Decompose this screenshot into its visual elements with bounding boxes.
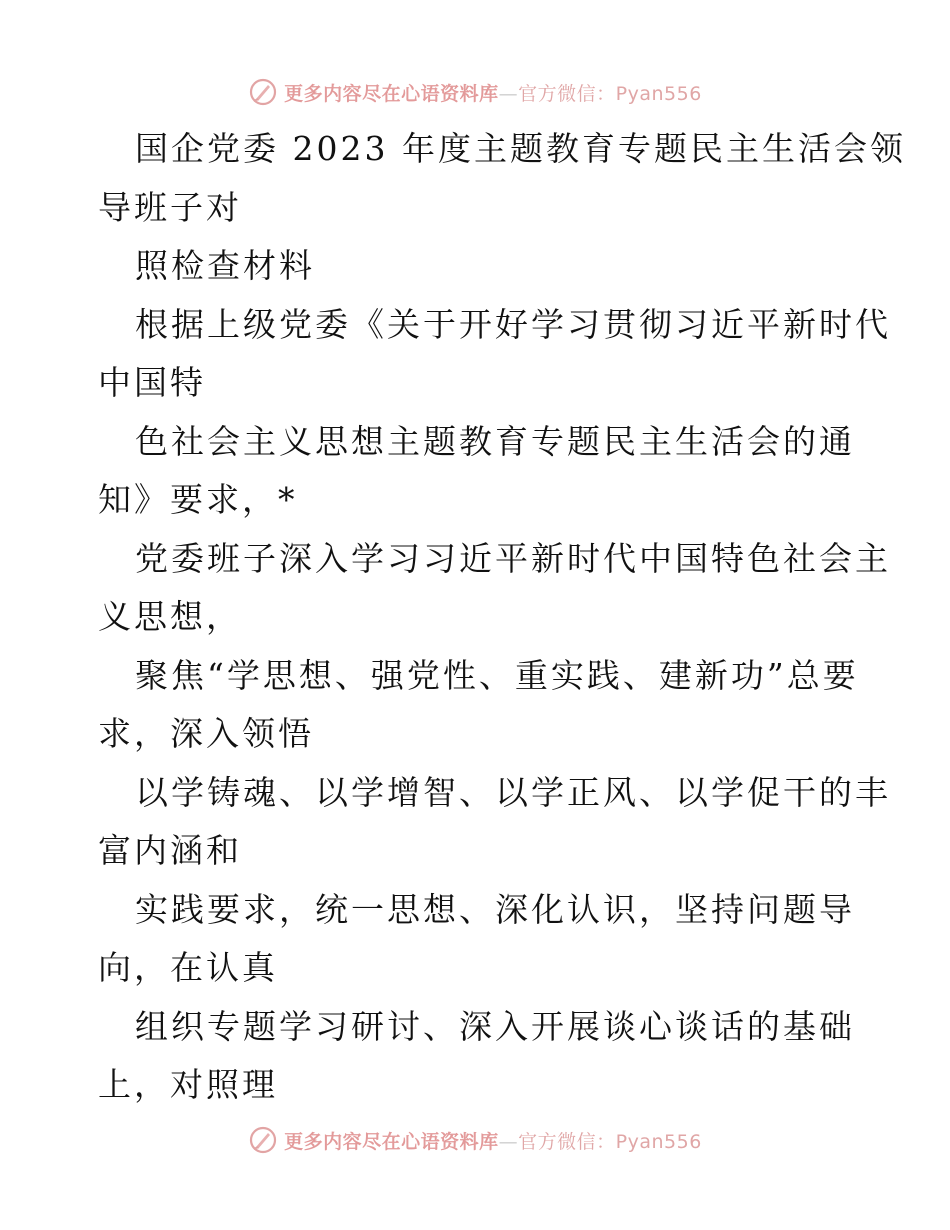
doc-line: 富内涵和 (98, 831, 242, 870)
doc-line: 知》要求，* (98, 480, 298, 519)
watermark-footer (0, 1120, 950, 1160)
watermark-brand: 更多内容尽在心语资料库 (284, 1130, 499, 1153)
watermark-separator: — (498, 1130, 519, 1153)
quill-logo-icon (248, 1125, 278, 1155)
doc-line: 国企党委 2023 年度主题教育专题民主生活会领 (135, 129, 906, 168)
watermark-text (284, 1127, 702, 1154)
doc-line: 党委班子深入学习习近平新时代中国特色社会主 (135, 538, 891, 578)
doc-line: 求，深入领悟 (98, 714, 314, 753)
doc-line: 色社会主义思想主题教育专题民主生活会的通 (135, 421, 855, 461)
doc-line: 组织专题学习研讨、深入开展谈心谈话的基础 (135, 1006, 855, 1046)
doc-line: 上，对照理 (98, 1065, 278, 1104)
doc-line: 照检查材料 (135, 246, 315, 285)
document-body (98, 120, 906, 1115)
doc-line: 以学铸魂、以学增智、以学正风、以学促干的丰 (135, 772, 891, 812)
doc-line: 根据上级党委《关于开好学习贯彻习近平新时代 (135, 304, 891, 344)
doc-line: 聚焦“学思想、强党性、重实践、建新功”总要 (135, 655, 859, 695)
watermark-brand: 更多内容尽在心语资料库 (284, 82, 499, 105)
watermark-header (0, 72, 950, 112)
watermark-text (284, 79, 702, 106)
doc-line: 义思想， (98, 597, 242, 636)
watermark-account: 官方微信：Pyan556 (518, 82, 702, 105)
doc-line: 向，在认真 (98, 948, 278, 987)
watermark-account: 官方微信：Pyan556 (518, 1130, 702, 1153)
doc-line: 导班子对 (98, 187, 242, 227)
doc-line: 中国特 (98, 363, 206, 402)
doc-line: 实践要求，统一思想、深化认识，坚持问题导 (135, 889, 855, 929)
watermark-separator: — (498, 82, 519, 105)
quill-logo-icon (248, 77, 278, 107)
